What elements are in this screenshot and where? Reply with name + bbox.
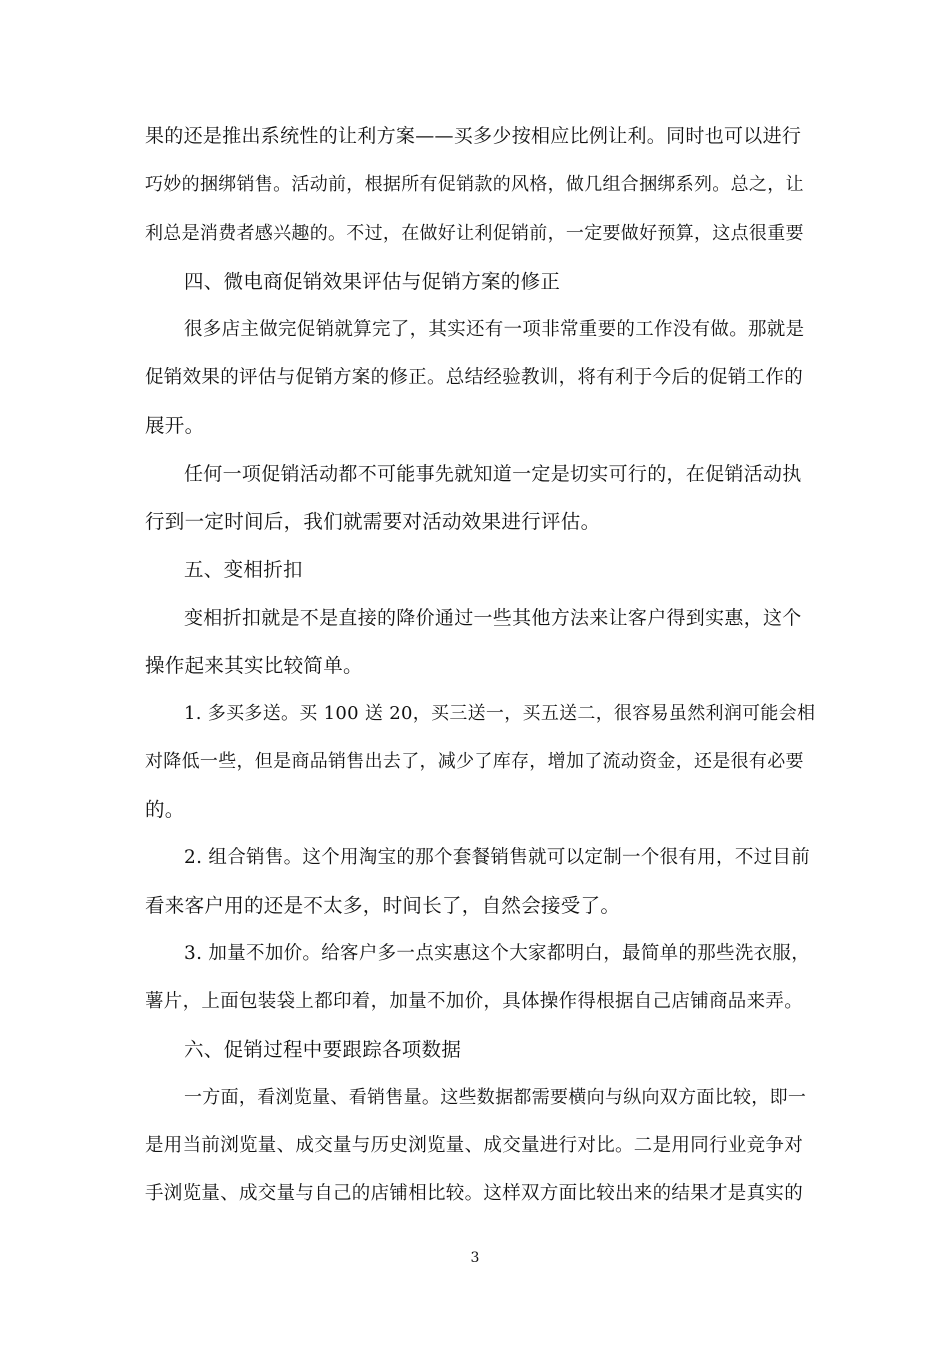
section-heading: 五、变相折扣 — [184, 558, 303, 581]
body-text-line: 展开。 — [145, 414, 205, 437]
body-text-line: 一方面，看浏览量、看销售量。这些数据都需要横向与纵向双方面比较，即一 — [184, 1087, 807, 1108]
list-item-line: 2. 组合销售。这个用淘宝的那个套餐销售就可以定制一个很有用，不过目前 — [184, 847, 811, 868]
body-text-line: 任何一项促销活动都不可能事先就知道一定是切实可行的，在促销活动执 — [184, 463, 802, 485]
body-text-line: 变相折扣就是不是直接的降价通过一些其他方法来让客户得到实惠，这个 — [184, 607, 802, 629]
list-item-line: 薯片，上面包装袋上都印着，加量不加价，具体操作得根据自己店铺商品来弄。 — [145, 991, 804, 1012]
list-item-line: 看来客户用的还是不太多，时间长了，自然会接受了。 — [145, 894, 621, 917]
page-number: 3 — [470, 1250, 480, 1266]
section-heading: 六、促销过程中要跟踪各项数据 — [184, 1038, 462, 1061]
body-text-line: 很多店主做完促销就算完了，其实还有一项非常重要的工作没有做。那就是 — [184, 319, 805, 340]
list-item-line: 1. 多买多送。买 100 送 20，买三送一，买五送二，很容易虽然利润可能会相 — [184, 703, 816, 724]
list-item-line: 3. 加量不加价。给客户多一点实惠这个大家都明白，最简单的那些洗衣服， — [184, 943, 811, 964]
body-text-line: 手浏览量、成交量与自己的店铺相比较。这样双方面比较出来的结果才是真实的 — [145, 1183, 804, 1204]
section-heading: 四、微电商促销效果评估与促销方案的修正 — [184, 270, 561, 293]
body-text-line: 巧妙的捆绑销售。活动前，根据所有促销款的风格，做几组合捆绑系列。总之，让 — [145, 174, 804, 195]
list-item-line: 的。 — [145, 798, 185, 821]
body-text-line: 操作起来其实比较简单。 — [145, 654, 363, 677]
body-text-line: 利总是消费者感兴趣的。不过，在做好让利促销前，一定要做好预算，这点很重要 — [145, 223, 804, 244]
list-item-line: 对降低一些，但是商品销售出去了，减少了库存，增加了流动资金，还是很有必要 — [145, 751, 804, 772]
body-text-line: 促销效果的评估与促销方案的修正。总结经验教训，将有利于今后的促销工作的 — [145, 367, 804, 388]
body-text-line: 行到一定时间后，我们就需要对活动效果进行评估。 — [145, 510, 601, 533]
body-text-line: 果的还是推出系统性的让利方案——买多少按相应比例让利。同时也可以进行 — [145, 125, 802, 147]
body-text-line: 是用当前浏览量、成交量与历史浏览量、成交量进行对比。二是用同行业竞争对 — [145, 1135, 804, 1156]
